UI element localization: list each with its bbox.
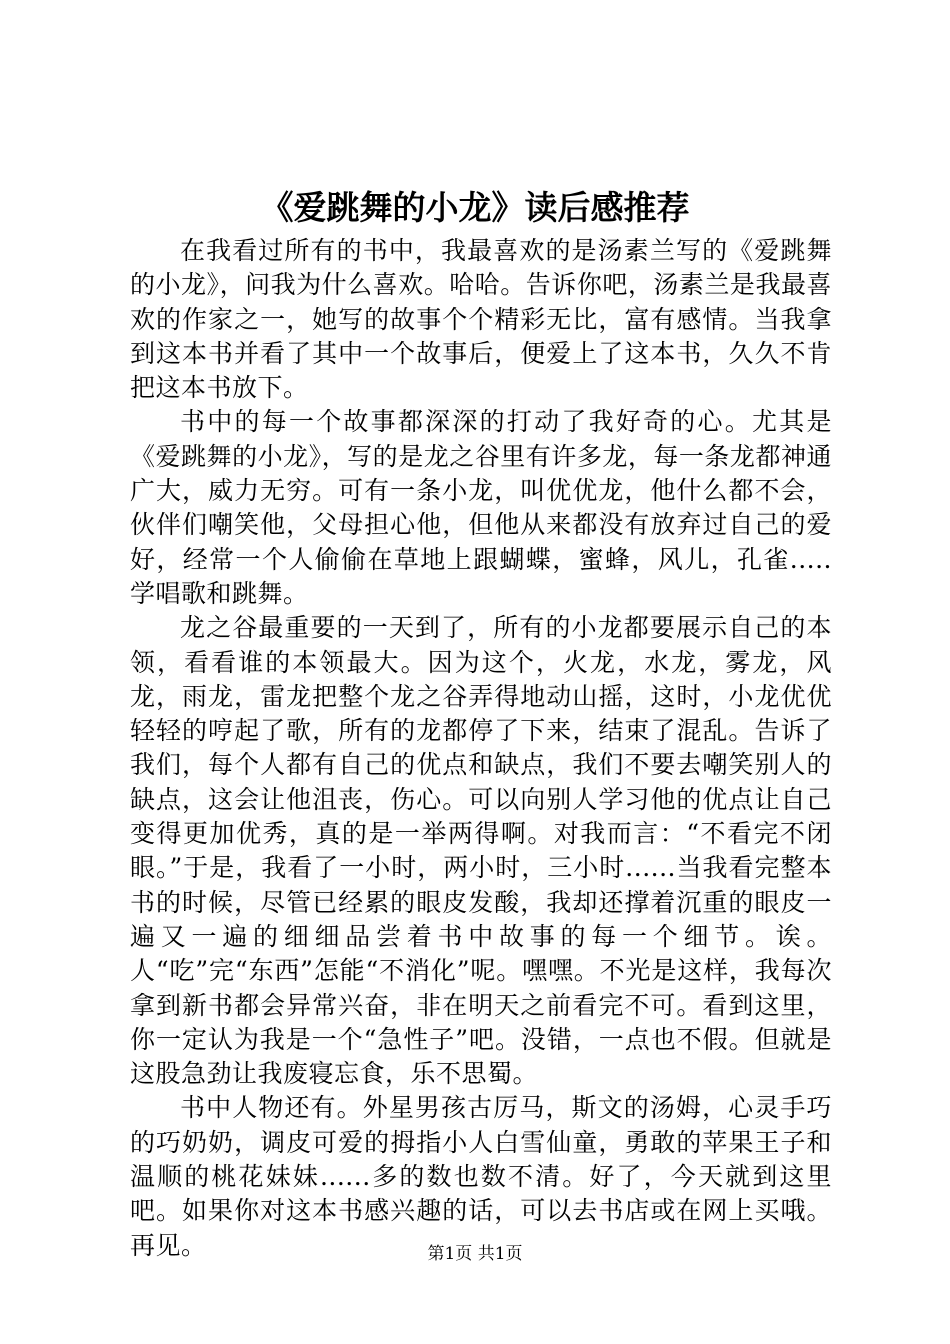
page-footer: 第1页 共1页 [427,1244,523,1264]
paragraph-2: 书中的每一个故事都深深的打动了我好奇的心。尤其是《爱跳舞的小龙》，写的是龙之谷里有许多龙，每一条龙都神通广大，威力无穷。可有一条小龙，叫优优龙，他什么都不会，伙伴们嘲笑他，父母担心他，但他从来都没有放弃过自己的爱好，经常一个人偷偷在草地上跟蝴蝶，蜜蜂，风儿，孔雀.....学唱歌和跳舞。 [130,407,832,608]
paragraph-4: 书中人物还有。外星男孩古厉马，斯文的汤姆，心灵手巧的巧奶奶，调皮可爱的拇指小人白雪仙童，勇敢的苹果王子和温顺的桃花妹妹......多的数也数不清。好了，今天就到这里吧。如果你对这本书感兴趣的话，可以去书店或在网上买哦。再见。 [130,1093,832,1260]
paragraph-1: 在我看过所有的书中，我最喜欢的是汤素兰写的《爱跳舞的小龙》，问我为什么喜欢。哈哈。告诉你吧，汤素兰是我最喜欢的作家之一，她写的故事个个精彩无比，富有感情。当我拿到这本书并看了其中一个故事后，便爱上了这本书，久久不肯把这本书放下。 [130,236,832,403]
document-title: 《爱跳舞的小龙》读后感推荐 [260,188,690,227]
paragraph-3: 龙之谷最重要的一天到了，所有的小龙都要展示自己的本领，看看谁的本领最大。因为这个，火龙，水龙，雾龙，风龙，雨龙，雷龙把整个龙之谷弄得地动山摇，这时，小龙优优轻轻的哼起了歌，所有的龙都停了下来，结束了混乱。告诉了我们，每个人都有自己的优点和缺点，我们不要去嘲笑别人的缺点，这会让他沮丧，伤心。可以向别人学习他的优点让自己变得更加优秀，真的是一举两得啊。对我而言：“不看完不闭眼。”于是，我看了一小时，两小时，三小时......当我看完整本书的时候，尽管已经累的眼皮发酸，我却还撑着沉重的眼皮一遍又一遍的细细品尝着书中故事的每一个细节。诶。人“吃”完“东西”怎能“不消化”呢。嘿嘿。不光是这样，我每次拿到新书都会异常兴奋，非在明天之前看完不可。看到这里，你一定认为我是一个“急性子”吧。没错，一点也不假。但就是这股急劲让我废寝忘食，乐不思蜀。 [130,613,832,1089]
document-body [130,234,832,1263]
